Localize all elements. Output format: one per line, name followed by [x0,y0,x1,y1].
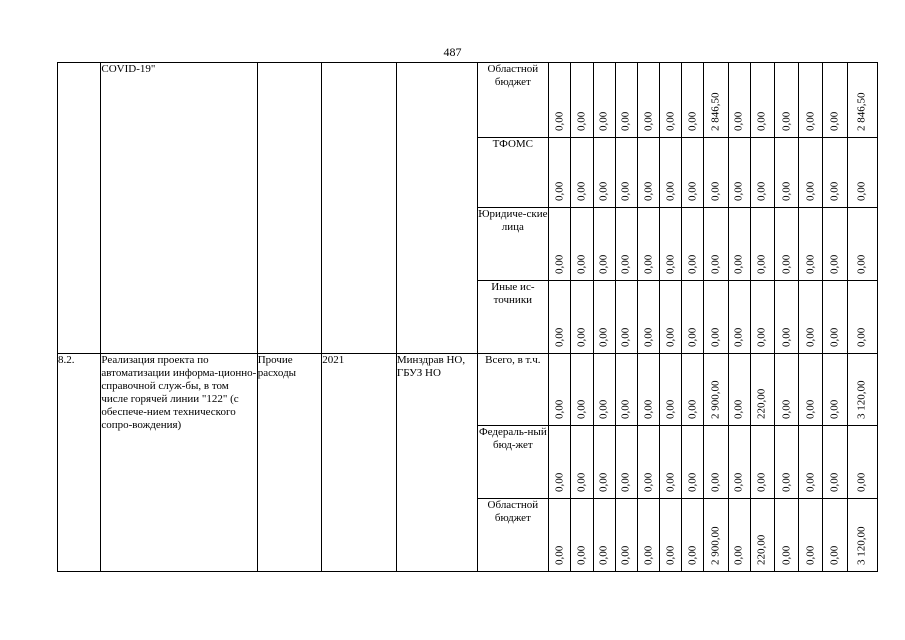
amount-cell [823,354,847,426]
amount-cell [549,138,571,208]
amount-value: 0,00 [780,111,793,131]
amount-cell [847,499,877,572]
amount-value: 0,00 [855,181,868,201]
amount-value: 0,00 [828,111,841,131]
amount-cell [728,281,750,354]
amount-cell [682,138,704,208]
table-row [58,354,878,426]
amount-cell [660,138,682,208]
amount-cell [549,499,571,572]
amount-cell [799,281,823,354]
amount-cell [847,354,877,426]
amount-cell [728,354,750,426]
amount-cell [704,281,728,354]
amount-value: 0,00 [553,254,566,274]
amount-cell [799,138,823,208]
amount-cell [615,208,637,281]
amount-cell [615,354,637,426]
amount-value: 0,00 [619,254,632,274]
amount-cell [775,138,799,208]
amount-value: 0,00 [575,327,588,347]
executor [396,63,477,354]
amount-cell [660,499,682,572]
amount-value: 0,00 [828,327,841,347]
amount-value: 0,00 [642,545,654,565]
amount-value: 0,00 [553,399,566,419]
amount-value: 0,00 [619,399,632,419]
amount-value: 0,00 [664,545,677,565]
amount-value: 0,00 [732,254,745,274]
amount-cell [823,499,847,572]
amount-cell [593,426,615,499]
amount-value: 0,00 [804,111,817,131]
amount-value: 0,00 [755,472,768,492]
amount-cell [799,426,823,499]
amount-value: 0,00 [755,181,768,201]
row-number: 8.2. [58,354,101,572]
amount-value: 0,00 [828,399,841,419]
amount-value: 0,00 [732,111,745,131]
amount-value: 0,00 [553,545,566,565]
amount-cell [593,138,615,208]
budget-table [57,62,878,572]
amount-value: 0,00 [686,472,699,492]
amount-cell [799,499,823,572]
amount-cell [750,138,774,208]
amount-value: 0,00 [553,111,566,131]
amount-value: 0,00 [575,254,588,274]
amount-value: 0,00 [597,472,610,492]
amount-value: 0,00 [619,111,632,131]
amount-value: 0,00 [686,327,699,347]
amount-value: 0,00 [732,545,745,565]
amount-value: 0,00 [619,327,632,347]
amount-cell [637,426,659,499]
amount-value: 0,00 [575,181,588,201]
amount-value: 0,00 [553,472,566,492]
amount-value: 0,00 [575,545,588,565]
amount-cell [823,281,847,354]
amount-value: 0,00 [755,111,768,131]
amount-cell [775,208,799,281]
year [322,63,397,354]
amount-value: 0,00 [780,545,793,565]
amount-cell [775,426,799,499]
amount-value: 0,00 [828,254,841,274]
amount-cell [593,208,615,281]
amount-value: 0,00 [855,254,868,274]
amount-cell [750,499,774,572]
amount-cell [637,281,659,354]
amount-cell [637,499,659,572]
amount-cell [750,281,774,354]
amount-value: 0,00 [686,545,699,565]
funding-source: Всего, в т.ч. [477,354,549,426]
amount-value: 0,00 [828,545,841,565]
amount-value: 0,00 [686,399,699,419]
amount-value: 0,00 [709,254,722,274]
amount-value: 0,00 [664,472,677,492]
measure-name: Реализация проекта по автоматизации информа-ционно-справочной служ-бы, в том числе горячей линии "122" (с обеспече-нием технического сопро-вождения) [101,354,257,572]
row-number [58,63,101,354]
amount-value: 0,00 [597,181,610,201]
amount-cell [549,426,571,499]
funding-source: Юридиче-ские лица [477,208,549,281]
amount-value: 0,00 [642,254,654,274]
amount-cell [571,499,593,572]
funding-source: Областной бюджет [477,63,549,138]
amount-value: 0,00 [553,327,566,347]
measure-name: COVID-19" [101,63,257,354]
amount-value: 0,00 [780,181,793,201]
amount-value: 0,00 [664,399,677,419]
amount-value: 0,00 [804,545,817,565]
amount-cell [682,354,704,426]
amount-value: 0,00 [780,254,793,274]
amount-cell [750,63,774,138]
amount-cell [571,426,593,499]
amount-value: 0,00 [804,254,817,274]
amount-value: 0,00 [575,472,588,492]
amount-value: 0,00 [642,111,654,131]
amount-value: 0,00 [597,399,610,419]
amount-cell [847,426,877,499]
amount-cell [775,354,799,426]
executor: Минздрав НО, ГБУЗ НО [396,354,477,572]
funding-source: Иные ис-точники [477,281,549,354]
amount-value: 0,00 [664,254,677,274]
amount-value: 2 846,50 [709,92,722,131]
amount-cell [775,499,799,572]
amount-cell [549,208,571,281]
amount-value: 0,00 [828,472,841,492]
amount-value: 0,00 [597,327,610,347]
amount-value: 0,00 [804,327,817,347]
amount-value: 0,00 [686,111,699,131]
amount-cell [704,426,728,499]
amount-cell [660,426,682,499]
amount-cell [637,138,659,208]
amount-cell [728,208,750,281]
amount-value: 2 900,00 [709,380,722,419]
amount-cell [571,138,593,208]
amount-cell [823,63,847,138]
year: 2021 [322,354,397,572]
amount-cell [728,63,750,138]
amount-cell [704,208,728,281]
amount-value: 0,00 [575,399,588,419]
amount-value: 0,00 [804,399,817,419]
amount-cell [847,63,877,138]
amount-value: 0,00 [780,327,793,347]
amount-value: 0,00 [686,181,699,201]
amount-cell [593,63,615,138]
amount-value: 0,00 [732,472,745,492]
amount-cell [660,281,682,354]
amount-value: 0,00 [619,181,632,201]
amount-value: 2 846,50 [855,92,868,131]
amount-cell [549,354,571,426]
amount-value: 0,00 [686,254,699,274]
amount-cell [615,63,637,138]
amount-cell [799,63,823,138]
amount-cell [775,63,799,138]
amount-cell [728,426,750,499]
amount-value: 220,00 [755,388,768,419]
amount-cell [660,63,682,138]
amount-cell [847,281,877,354]
amount-cell [682,499,704,572]
amount-value: 0,00 [709,327,722,347]
amount-cell [571,354,593,426]
amount-value: 0,00 [755,327,768,347]
table-row [58,63,878,138]
amount-cell [750,426,774,499]
amount-cell [799,208,823,281]
amount-cell [728,499,750,572]
amount-value: 220,00 [755,534,768,565]
amount-cell [799,354,823,426]
amount-value: 0,00 [619,472,632,492]
amount-value: 3 120,00 [855,526,868,565]
amount-cell [615,426,637,499]
amount-cell [571,281,593,354]
amount-cell [615,499,637,572]
amount-value: 0,00 [597,545,610,565]
amount-value: 0,00 [755,254,768,274]
amount-cell [682,426,704,499]
amount-cell [775,281,799,354]
amount-cell [704,354,728,426]
amount-value: 0,00 [664,111,677,131]
amount-value: 0,00 [664,327,677,347]
expense-type: Прочие расходы [257,354,322,572]
amount-cell [549,281,571,354]
amount-value: 0,00 [804,472,817,492]
funding-source: ТФОМС [477,138,549,208]
amount-value: 0,00 [575,111,588,131]
amount-cell [660,208,682,281]
amount-cell [682,208,704,281]
amount-value: 0,00 [642,472,654,492]
amount-cell [637,208,659,281]
amount-value: 0,00 [732,399,745,419]
amount-cell [704,63,728,138]
amount-value: 0,00 [709,181,722,201]
amount-value: 0,00 [780,399,793,419]
amount-cell [682,63,704,138]
amount-cell [571,63,593,138]
amount-value: 0,00 [597,254,610,274]
amount-cell [847,138,877,208]
amount-cell [571,208,593,281]
amount-value: 0,00 [804,181,817,201]
amount-cell [823,138,847,208]
amount-value: 3 120,00 [855,380,868,419]
amount-cell [615,281,637,354]
amount-cell [823,426,847,499]
amount-cell [637,63,659,138]
amount-value: 0,00 [855,327,868,347]
amount-value: 2 900,00 [709,526,722,565]
amount-value: 0,00 [642,399,654,419]
amount-value: 0,00 [664,181,677,201]
amount-cell [728,138,750,208]
amount-value: 0,00 [553,181,566,201]
amount-cell [750,208,774,281]
amount-value: 0,00 [828,181,841,201]
amount-value: 0,00 [642,327,654,347]
amount-cell [823,208,847,281]
amount-cell [750,354,774,426]
amount-cell [847,208,877,281]
amount-cell [593,499,615,572]
amount-value: 0,00 [780,472,793,492]
amount-value: 0,00 [597,111,610,131]
amount-value: 0,00 [855,472,868,492]
amount-cell [682,281,704,354]
expense-type [257,63,322,354]
amount-value: 0,00 [619,545,632,565]
page-number: 487 [443,45,462,59]
amount-cell [704,138,728,208]
amount-cell [660,354,682,426]
amount-value: 0,00 [732,181,745,201]
amount-cell [704,499,728,572]
amount-cell [549,63,571,138]
amount-cell [615,138,637,208]
amount-cell [593,354,615,426]
amount-cell [593,281,615,354]
funding-source: Областной бюджет [477,499,549,572]
amount-value: 0,00 [709,472,722,492]
amount-value: 0,00 [732,327,745,347]
funding-source: Федераль-ный бюд-жет [477,426,549,499]
amount-value: 0,00 [642,181,654,201]
amount-cell [637,354,659,426]
